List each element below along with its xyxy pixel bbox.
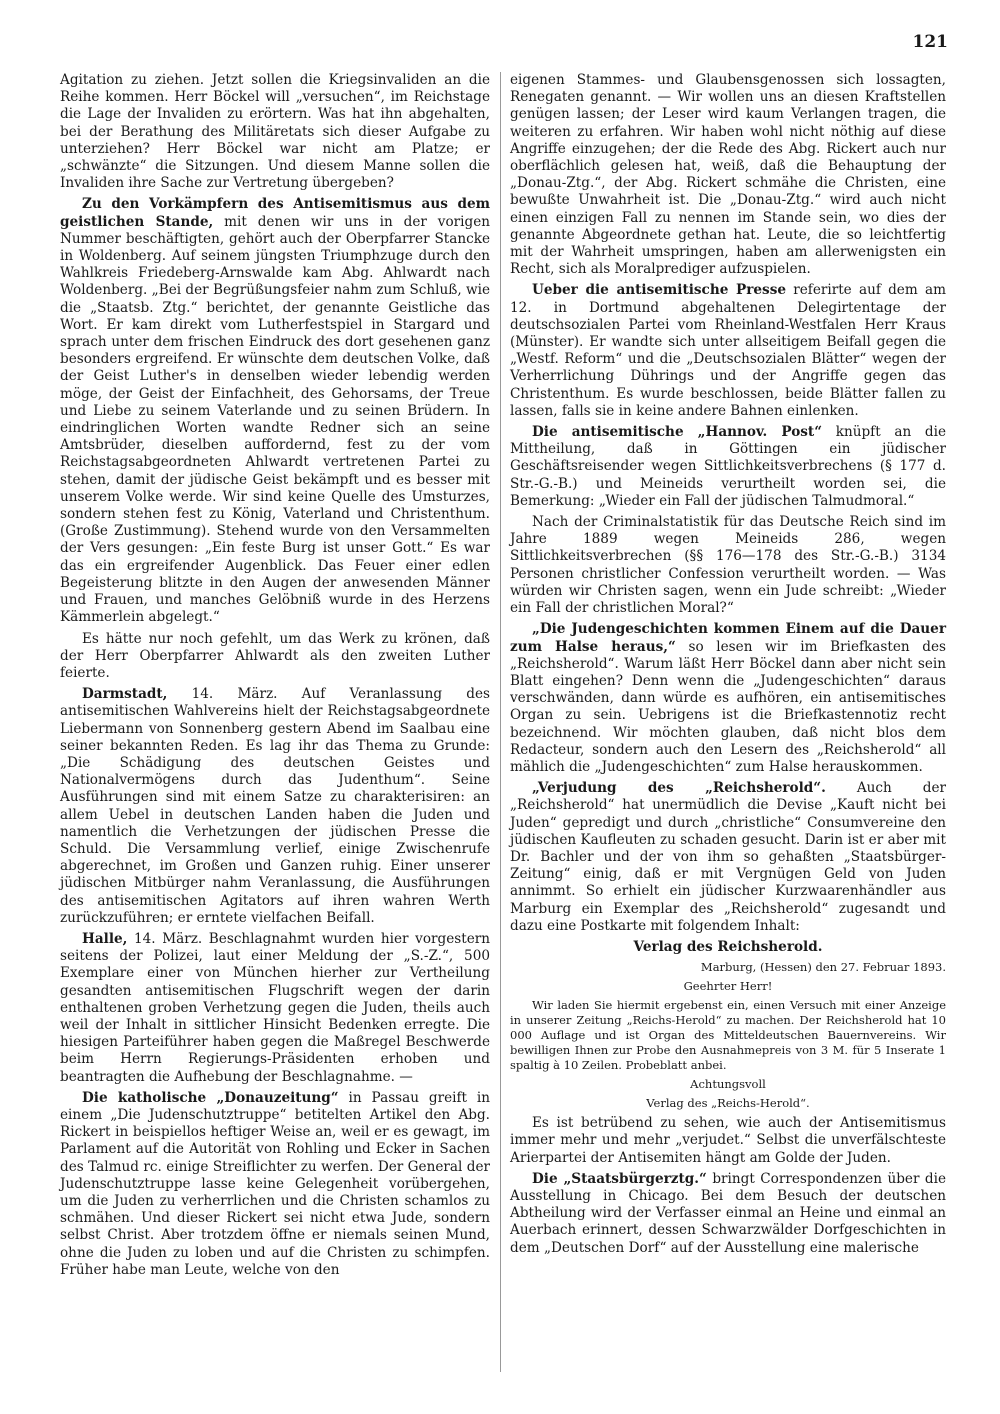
paragraph-text: bringt Correspondenzen über die Ausstellung in Chicago. Bei dem Besuch der deutschen Abtheilung wird der Verfasser einmal an Heine und einmal an Auerbach erinnert, dessen Schwarzwälder Dorfgeschichten in dem „Deutschen Dorf“ auf der Ausstellung eine malerische xyxy=(510,1170,947,1256)
paragraph-heading: Ueber die antisemitische Presse xyxy=(532,282,786,299)
paragraph xyxy=(60,686,490,927)
right-column xyxy=(510,72,946,1261)
paragraph-text: knüpft an die Mittheilung, daß in Göttingen ein jüdischer Geschäftsreisender wegen Sittlichkeitsverbrechens (§ 177 d. Str.-G.-B.) und Meineids verurtheilt worden sei, die Bemerkung: „Wieder ein Fall der jüdischen Talmudmoral.“ xyxy=(510,424,946,509)
postcard-place-date: Marburg, (Hessen) den 27. Februar 1893. xyxy=(700,960,946,975)
paragraph-text: 14. März. Auf Veranlassung des antisemitischen Wahlvereins hielt der Reichstagsabgeordnete Liebermann von Sonnenberg gestern Abend im Saalbau eine seiner bekannten Reden. Es lag ihr das Thema zu Grunde: „Die Schädigung des deutschen Geistes und Nationalvermögens durch das Judenthum“. Seine Ausführungen sind mit einem Satze zu charakterisiren: an allem Uebel in deutschen Landen haben die Juden und namentlich die Verhetzungen der jüdischen Presse die Schuld. Die Versammlung verlief, einige Zwischenrufe abgerechnet, im Großen und Ganzen ruhig. Einer unserer jüdischen Mitbürger nahm Veranlassung, die Ausführungen des antisemitischen Agitators auf ihren wahren Werth zurückzuführen; er erntete vielfachen Beifall. xyxy=(60,686,490,926)
paragraph-text: Es ist betrübend zu sehen, wie auch der Antisemitismus immer mehr und mehr „verjudet.“ Selbst die unverfälschteste Arierpartei der Antisemiten hängt am Golde der Juden. xyxy=(510,1115,946,1166)
paragraph xyxy=(510,1115,946,1167)
postcard-title: Verlag des Reichsherold. xyxy=(633,938,823,955)
paragraph-text: so lesen wir im Briefkasten des „Reichsherold“. Warum läßt Herr Böckel dann aber nicht sein Blatt eingehen? Denn wenn die „Judengeschichten“ daraus verschwänden, dann würde es aufhören, ein antisemitisches Organ zu sein. Uebrigens ist die Briefkastennotiz recht bezeichnend. Wir möchten glauben, daß nicht blos dem Redacteur, sondern auch den Lesern des „Reichsherold“ all mählich die „Judengeschichten“ zum Halse herauskommen. xyxy=(510,638,946,775)
column-divider xyxy=(500,72,501,1372)
paragraph-heading: Die katholische „Donauzeitung“ xyxy=(82,1089,339,1106)
paragraph-heading: Zu den Vorkämpfern des Antisemitismus aus dem geistlichen Stande, xyxy=(60,196,490,230)
paragraph xyxy=(60,72,490,192)
paragraph xyxy=(510,72,946,278)
paragraph-heading: Halle, xyxy=(82,930,128,947)
paragraph-heading: „Die Judengeschichten kommen Einem auf die Dauer zum Halse heraus,“ xyxy=(510,621,946,655)
paragraph-heading: Die antisemitische „Hannov. Post“ xyxy=(532,424,823,441)
paragraph-text: Es hätte nur noch gefehlt, um das Werk zu krönen, daß der Herr Oberpfarrer Ahlwardt als den zweiten Luther feierte. xyxy=(60,630,490,681)
paragraph xyxy=(510,1171,946,1257)
paragraph xyxy=(60,196,490,626)
page-number: 121 xyxy=(912,32,948,52)
paragraph xyxy=(510,514,946,617)
paragraph xyxy=(60,1090,490,1279)
paragraph xyxy=(510,780,946,935)
paragraph xyxy=(60,631,490,683)
paragraph-text: mit denen wir uns in der vorigen Nummer beschäftigten, gehört auch der Oberpfarrer Stancke in Woldenberg. Auf seinem jüngsten Triumphzuge durch den Wahlkreis Friedeberg-Arnswalde kam Abg. Ahlwardt nach Woldenberg. „Bei der Begrüßungsfeier nahm zum Schluß, wie die „Staatsb. Ztg.“ berichtet, der genannte Geistliche das Wort. Er kam direkt vom Lutherfestspiel in Stargard und sprach unter dem frischen Eindruck des dort gesehenen ganz besonders ergreifend. Er wünschte dem deutschen Volke, daß der Geist Luther's in denselben wieder lebendig werden möge, der Geist der Einfachheit, des Gehorsams, der Treue und Liebe zu seinem Vaterlande und zu seinen Brüdern. In eindringlichen Worten wandte Redner sich an seine Amtsbrüder, dieselben auffordernd, fest zu der vom Reichstagsabgeordneten Ahlwardt vertretenen Partei zu stehen, damit der jüdische Geist bekämpft und es besser mit unserem Volke werde. Wir sind keine Quelle des Umsturzes, sondern stehen fest zu König, Vaterland und Christenthum. (Große Zustimmung). Stehend wurde von den Versammelten der Vers gesungen: „Ein feste Burg ist unser Gott.“ Es war das ein ergreifender Augenblick. Das Feuer einer edlen Begeisterung blitzte in den Augen der anwesenden Männer und Frauen, und manches Gelöbniß wurde in des Herzens Kämmerlein abgelegt.“ xyxy=(60,213,491,626)
postcard-signature: Verlag des „Reichs-Herold“. xyxy=(646,1096,810,1111)
paragraph xyxy=(510,424,946,510)
paragraph-text: eigenen Stammes- und Glaubensgenossen sich lossagten, Renegaten genannt. — Wir wollen uns an diesen Kraftstellen genügen lassen; der Leser wird kaum Verlangen tragen, die weiteren zu erfahren. Wir haben wohl nicht nöthig auf diese Angriffe einzugehen; der die Rede des Abg. Rickert auch nur oberflächlich gelesen hat, weiß, daß die Behauptung der „Donau-Ztg.“, der Abg. Rickert schmähe die Christen, eine bewußte Unwahrheit ist. Die „Donau-Ztg.“ wird auch nicht einen einzigen Fall zu nennen im Stande sein, wo dies der genannte Abgeordnete gethan hat. Leute, die so leichtfertig mit der Wahrheit umspringen, haben am allerwenigsten ein Recht, sich als Moralprediger aufzuspielen. xyxy=(510,72,946,278)
left-column xyxy=(60,72,490,1283)
paragraph-text: Nach der Criminalstatistik für das Deutsche Reich sind im Jahre 1889 wegen Meineids 286, wegen Sittlichkeitsverbrechen (§§ 176—178 des Str.-G.-B.) 3134 Personen christlicher Confession verurtheilt worden. — Was würden wir Christen sagen, wenn ein Jude schreibt: „Wieder ein Fall der christlichen Moral?“ xyxy=(510,514,946,617)
postcard-closing: Achtungsvoll xyxy=(690,1077,766,1092)
paragraph-heading: Die „Staatsbürgerztg.“ xyxy=(532,1170,707,1187)
paragraph-text: 14. März. Beschlagnahmt wurden hier vorgestern seitens der Polizei, laut einer Meldung der „S.-Z.“, 500 Exemplare einer von München hierher zur Vertheilung gesandten antisemitischen Flugschrift wegen der darin enthaltenen groben Verhetzung gegen die Juden, theils auch weil der Inhalt in sittlicher Hinsicht Bedenken erregte. Die hiesigen Parteiführer haben gegen die Maßregel Beschwerde beim Herrn Regierungs-Präsidenten erhoben und beantragten die Aufhebung der Beschlagnahme. — xyxy=(60,930,490,1085)
paragraph-heading: Darmstadt, xyxy=(82,686,168,703)
quoted-postcard xyxy=(510,939,946,1111)
paragraph xyxy=(510,282,946,420)
postcard-salutation: Geehrter Herr! xyxy=(683,979,773,994)
postcard-body: Wir laden Sie hiermit ergebenst ein, einen Versuch mit einer Anzeige in unserer Zeitung „Reichs-Herold“ zu machen. Der Reichsherold hat 10 000 Auflage und ist Organ des Mitteldeutschen Bauernvereins. Wir bewilligen Ihnen zur Probe den Ausnahmepreis von 3 M. für 5 Inserate 1 spaltig à 10 Zeilen. Probeblatt anbei. xyxy=(510,998,946,1073)
paragraph-heading: „Verjudung des „Reichsherold“. xyxy=(532,780,826,797)
paragraph-text: referirte auf dem am 12. in Dortmund abgehaltenen Delegirtentage der deutschsozialen Partei vom Rheinland-Westfalen Herr Kraus (Münster). Er wandte sich unter allseitigem Beifall gegen die „Westf. Reform“ und die „Deutschsozialen Blätter“ wegen der Verherrlichung Dührings und der Angriffe gegen das Christenthum. Es wurde beschlossen, beide Blätter fallen zu lassen, falls sie in keine andere Bahnen einlenken. xyxy=(510,282,946,419)
paragraph-text: in Passau greift in einem „Die Judenschutztruppe“ betitelten Artikel den Abg. Rickert in beispiellos heftiger Weise an, weil er es gewagt, im Parlament auf die Autorität von Rohling und Ecker in Sachen des Talmud rc. einige Streiflichter zu werfen. Der General der Judenschutztruppe lasse keine Gelegenheit vorübergehen, um die Juden zu verherrlichen und die Christen schamlos zu schmähen. Und dieser Rickert sei nicht etwa Jude, sondern selbst Christ. Aber trotzdem öffne er niemals seinen Mund, ohne die Juden zu loben und auf die Christen zu schimpfen. Früher habe man Leute, welche von den xyxy=(60,1089,491,1278)
paragraph xyxy=(60,931,490,1086)
paragraph xyxy=(510,621,946,776)
paragraph-text: Agitation zu ziehen. Jetzt sollen die Kriegsinvaliden an die Reihe kommen. Herr Böckel will „versuchen“, im Reichstage die Lage der Invaliden zu erörtern. Was hat ihn abgehalten, bei der Berathung des Militäretats sich dieser Aufgabe zu unterziehen? Herr Böckel war nicht am Platze; er „schwänzte“ die Sitzungen. Und diesem Manne sollen die Invaliden ihre Sache zur Vertretung übergeben? xyxy=(60,72,490,192)
paragraph-text: Auch der „Reichsherold“ hat unermüdlich die Devise „Kauft nicht bei Juden“ gepredigt und durch „christliche“ Consumvereine den jüdischen Kaufleuten zu schaden gesucht. Darin ist er aber mit Dr. Bachler und der von ihm so gehaßten „Staatsbürger-Zeitung“ einig, daß er mit Vergnügen Geld von Juden annimmt. So erhielt ein jüdischer Kurzwaarenhändler aus Marburg ein Exemplar des „Reichsherold“ zugesandt und dazu eine Postkarte mit folgendem Inhalt: xyxy=(510,780,946,934)
